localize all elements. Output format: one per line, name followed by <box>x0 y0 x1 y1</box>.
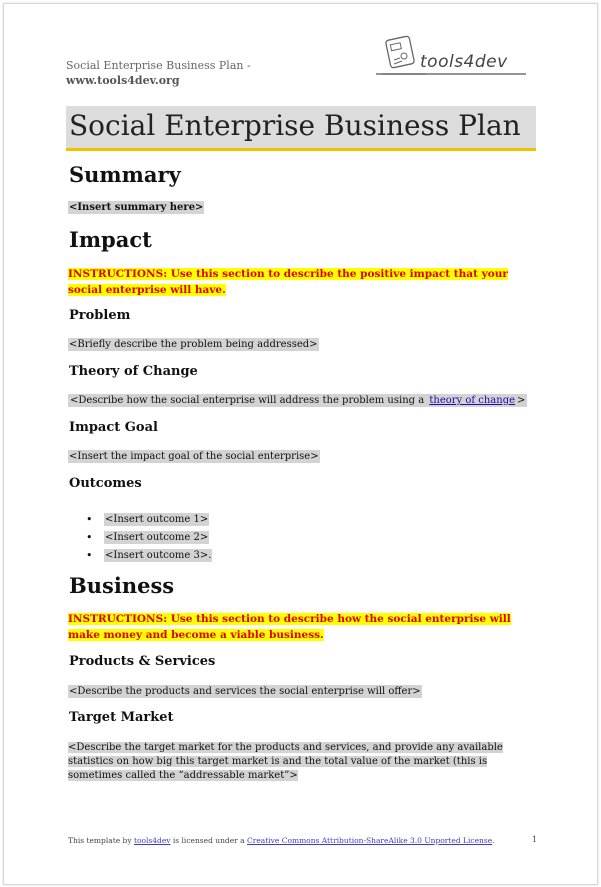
problem-placeholder-text: <Briefly describe the problem being addressed> <box>69 339 318 350</box>
document-page <box>3 3 598 885</box>
tools4dev-logo <box>376 34 536 84</box>
business-instructions <box>68 611 518 643</box>
theory-placeholder-before: <Describe how the social enterprise will address the problem using a <box>70 395 428 406</box>
footer-author-link[interactable]: tools4dev <box>133 836 171 845</box>
impact-heading: Impact <box>69 227 152 252</box>
header-title: Social Enterprise Business Plan - <box>66 59 251 72</box>
list-item <box>74 529 212 547</box>
document-footer <box>68 836 495 845</box>
products-services-placeholder <box>68 685 422 699</box>
page-number: 1 <box>532 835 538 844</box>
products-services-heading: Products & Services <box>69 654 216 669</box>
theory-of-change-placeholder <box>68 394 527 408</box>
target-market-placeholder <box>68 741 538 783</box>
products-placeholder-text: <Describe the products and services the social enterprise will offer> <box>69 686 421 697</box>
summary-placeholder-text: <Insert summary here> <box>69 202 204 213</box>
impact-instructions <box>68 266 518 298</box>
logo-text: tools4dev <box>420 52 508 72</box>
outcome-3: <Insert outcome 3>. <box>105 550 212 561</box>
outcomes-heading: Outcomes <box>69 476 142 491</box>
theory-placeholder-after: > <box>517 395 526 406</box>
outcomes-list <box>74 511 212 565</box>
theory-of-change-link[interactable]: theory of change <box>429 395 516 406</box>
outcome-2: <Insert outcome 2> <box>105 532 209 543</box>
business-instructions-text: INSTRUCTIONS: Use this section to describe how the social enterprise will make money and become a viable business. <box>68 613 511 641</box>
footer-middle: is licensed under a <box>170 836 247 845</box>
problem-placeholder <box>68 338 319 352</box>
list-item <box>74 547 212 565</box>
impact-goal-heading: Impact Goal <box>69 420 158 435</box>
target-market-heading: Target Market <box>69 710 174 725</box>
impact-goal-placeholder <box>68 450 320 464</box>
target-market-placeholder-text: <Describe the target market for the products and services, and provide any available statistics on how big this target market is and the total value of the market (this is sometimes called the “addressable market”> <box>68 742 503 781</box>
list-item <box>74 511 212 529</box>
footer-license-link[interactable]: Creative Commons Attribution-ShareAlike 3.0 Unported License <box>247 836 493 845</box>
outcome-1: <Insert outcome 1> <box>105 514 209 525</box>
document-title: Social Enterprise Business Plan <box>69 109 521 142</box>
impact-goal-placeholder-text: <Insert the impact goal of the social enterprise> <box>69 451 319 462</box>
theory-of-change-heading: Theory of Change <box>69 364 198 379</box>
problem-heading: Problem <box>69 308 131 323</box>
header-site: www.tools4dev.org <box>66 74 180 87</box>
footer-suffix: . <box>492 836 495 845</box>
document-header <box>66 58 251 88</box>
summary-heading: Summary <box>69 162 181 187</box>
business-heading: Business <box>69 573 175 598</box>
footer-prefix: This template by <box>68 836 134 845</box>
document-title-box <box>66 106 536 151</box>
summary-placeholder <box>68 201 204 215</box>
impact-instructions-text: INSTRUCTIONS: Use this section to describe the positive impact that your social enterprise will have. <box>68 268 508 296</box>
